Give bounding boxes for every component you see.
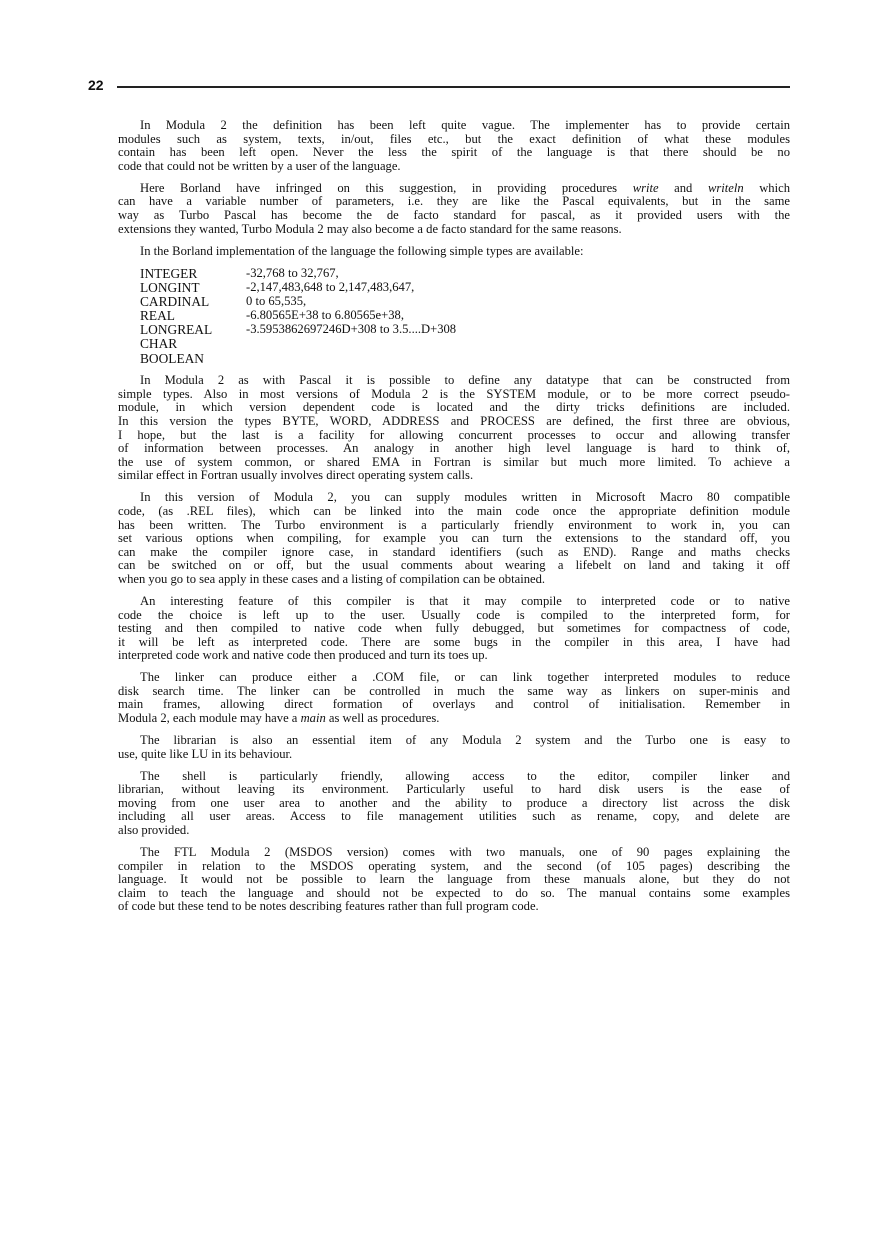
paragraph — [118, 491, 790, 586]
text-line: way as Turbo Pascal has become the de facto standard for pascal, as it provided users with the — [118, 207, 790, 222]
text-line: In this version the types BYTE, WORD, ADDRESS and PROCESS are defined, the first three are obvious, — [118, 414, 790, 428]
text-line: I hope, but the last is a facility for allowing concurrent processes to occur and allowing transfer — [118, 427, 790, 442]
text-line: interpreted code work and native code then produced and turn its toes up. — [118, 648, 488, 663]
text-line: simple types. Also in most versions of Modula 2 is the SYSTEM module, or to be more correct pseudo- — [118, 386, 790, 401]
paragraph — [118, 734, 790, 761]
type-name: LONGREAL — [140, 322, 213, 338]
type-name: CARDINAL — [140, 293, 210, 309]
text-line: contain has been left open. Never the less the spirit of the language is that there should be no — [118, 145, 790, 160]
text-line: In the Borland implementation of the language the following simple types are available: — [140, 243, 584, 258]
text-line: use, quite like LU in its behaviour. — [118, 746, 293, 761]
text-line: main frames, allowing direct formation of overlays and control of initialisation. Remember in — [118, 697, 790, 712]
type-name: CHAR — [140, 336, 178, 352]
text-line: In Modula 2 as with Pascal it is possible to define any datatype that can be constructed from — [140, 373, 790, 388]
page-number: 22 — [88, 77, 104, 93]
paragraph — [118, 374, 790, 483]
text-line: also provided. — [118, 822, 190, 837]
simple-types-list — [118, 267, 790, 366]
text-line: In Modula 2 the definition has been left quite vague. The implementer has to provide certain — [140, 118, 790, 132]
paragraph — [118, 770, 790, 838]
text-line: compiler in relation to the MSDOS operating system, and the second (of 105 pages) describing the — [118, 858, 790, 873]
text-line: language. It would not be possible to learn the language from these manuals alone, but they do not — [118, 872, 790, 887]
text-line: The linker can produce either a .COM file, or can link together interpreted modules to reduce — [140, 670, 790, 685]
type-row — [140, 295, 790, 309]
text-line: The FTL Modula 2 (MSDOS version) comes with two manuals, one of 90 pages explaining the — [140, 844, 790, 859]
text-line: Modula 2, each module may have a main as well as procedures. — [118, 711, 440, 726]
type-range: -6.80565E+38 to 6.80565e+38, — [246, 308, 404, 323]
paragraph — [118, 846, 790, 914]
text-line: can be switched on or off, but the usual comments about wearing a lifebelt on land and taking it off — [118, 558, 790, 573]
type-name: BOOLEAN — [140, 350, 204, 366]
text-line: extensions they wanted, Turbo Modula 2 may also become a de facto standard for the same reasons. — [118, 221, 622, 236]
text-line: similar effect in Fortran usually involves direct operating system calls. — [118, 468, 474, 483]
type-row — [140, 352, 790, 366]
text-line: claim to teach the language and should not be expected to do so. The manual contains some examples — [118, 885, 790, 900]
text-line: has been written. The Turbo environment is a particularly friendly environment to work in, you can — [118, 517, 790, 532]
type-name: INTEGER — [140, 265, 198, 281]
type-range: -3.5953862697246D+308 to 3.5....D+308 — [246, 322, 457, 337]
text-line: can make the compiler ignore case, in standard identifiers (such as END). Range and maths checks — [118, 544, 790, 559]
paragraph — [118, 182, 790, 236]
type-range: -2,147,483,648 to 2,147,483,647, — [246, 279, 415, 294]
type-name: REAL — [140, 308, 175, 324]
text-line: librarian, without leaving its environment. Particularly useful to hard disk users is the ease of — [118, 782, 790, 797]
type-row — [140, 337, 790, 351]
type-row — [140, 281, 790, 295]
header-rule — [117, 86, 790, 88]
text-line: An interesting feature of this compiler is that it may compile to interpreted code or to native — [140, 593, 790, 608]
text-line: set various options when compiling, for example you can turn the extensions to the standard off, you — [118, 531, 790, 546]
intro-paragraphs — [118, 119, 790, 258]
type-range: 0 to 65,535, — [246, 293, 307, 308]
type-row — [140, 309, 790, 323]
text-line: can have a variable number of parameters, i.e. they are like the Pascal equivalents, but in the same — [118, 194, 790, 209]
text-line: including all user areas. Access to file management utilities such as rename, copy, and delete are — [118, 809, 790, 824]
type-row — [140, 323, 790, 337]
text-line: moving from one user area to another and the ability to produce a directory list across the disk — [118, 795, 790, 810]
main-paragraphs — [118, 374, 790, 914]
text-line: it will be left as interpreted code. There are some bugs in the compiler in this area, I have had — [118, 634, 790, 649]
text-line: The shell is particularly friendly, allowing access to the editor, compiler linker and — [140, 768, 790, 783]
text-line: code the choice is left up to the user. Usually code is compiled to the interpreted form, for — [118, 607, 790, 622]
text-line: disk search time. The linker can be controlled in much the same way as linkers on super-minis and — [118, 683, 790, 698]
text-line: Here Borland have infringed on this suggestion, in providing procedures write and writeln which — [140, 180, 790, 195]
text-line: of code but these tend to be notes describing features rather than full program code. — [118, 899, 539, 914]
text-line: In this version of Modula 2, you can supply modules written in Microsoft Macro 80 compatible — [140, 490, 790, 505]
paragraph — [118, 595, 790, 663]
body-text — [118, 119, 790, 922]
text-line: the use of system common, or shared EMA in Fortran is similar but much more limited. To achieve a — [118, 454, 790, 469]
text-line: testing and then compiled to native code when fully debugged, but sometimes for compactness of code, — [118, 621, 790, 636]
type-range: -32,768 to 32,767, — [246, 265, 339, 280]
paragraph — [118, 671, 790, 725]
paragraph — [118, 119, 790, 173]
text-line: modules such as system, texts, in/out, files etc., but the exact definition of what these modules — [118, 131, 790, 146]
paragraph — [118, 245, 790, 259]
text-line: of information between processes. An analogy in another high level language is hard to think of, — [118, 441, 790, 456]
text-line: when you go to sea apply in these cases and a listing of compilation can be obtained. — [118, 571, 546, 586]
text-line: code that could not be written by a user of the language. — [118, 158, 401, 173]
text-line: code, (as .REL files), which can be linked into the main code once the appropriate definition module — [118, 503, 790, 518]
type-row — [140, 267, 790, 281]
type-name: LONGINT — [140, 279, 200, 295]
text-line: module, in which version dependent code is located and the dirty tricks definitions are included. — [118, 400, 790, 415]
text-line: The librarian is also an essential item of any Modula 2 system and the Turbo one is easy to — [140, 733, 790, 748]
